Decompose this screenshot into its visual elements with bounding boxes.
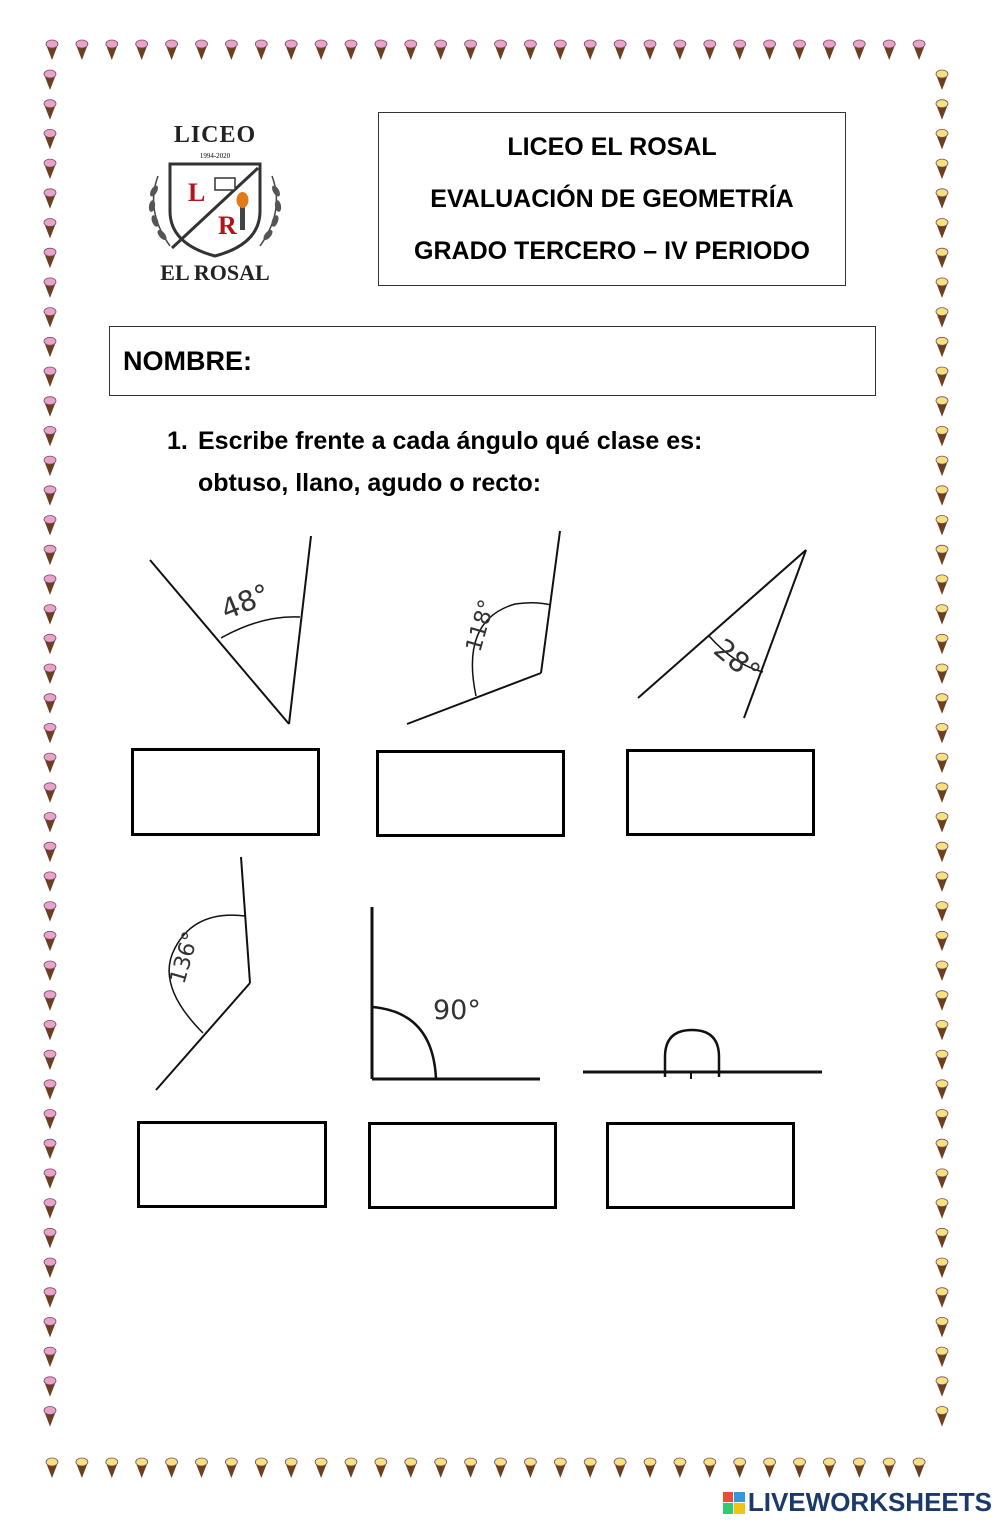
angle-label-48: 48°: [216, 577, 275, 627]
school-name: LICEO EL ROSAL: [507, 132, 717, 161]
grade-period: GRADO TERCERO – IV PERIODO: [414, 236, 810, 265]
exam-title: EVALUACIÓN DE GEOMETRÍA: [430, 184, 794, 213]
answer-box-118[interactable]: [376, 750, 565, 837]
logo-years: 1994-2020: [199, 152, 231, 160]
answer-box-90[interactable]: [368, 1122, 557, 1209]
watermark-text: LIVEWORKSHEETS: [747, 1487, 992, 1517]
question-line-1: Escribe frente a cada ángulo qué clase es:: [198, 427, 703, 455]
name-label: NOMBRE:: [123, 345, 252, 376]
logo-bottom-text: EL ROSAL: [160, 260, 270, 285]
logo-letter-r: R: [218, 211, 237, 240]
angle-90-figure: [372, 907, 540, 1079]
angle-label-136: 136°: [165, 928, 205, 987]
liveworksheets-logo-icon: [723, 1492, 745, 1514]
logo-letter-l: L: [188, 178, 206, 207]
answer-box-136[interactable]: [137, 1121, 327, 1208]
angle-label-28: 28°: [707, 632, 767, 690]
answer-box-28[interactable]: [626, 749, 815, 836]
answer-box-180[interactable]: [606, 1122, 795, 1209]
angle-label-118: 118°: [461, 596, 501, 655]
logo-top-text: LICEO: [173, 122, 257, 148]
angle-28-figure: [638, 550, 806, 718]
question-number: 1.: [167, 427, 188, 455]
angle-48-figure: [150, 536, 311, 724]
question-line-2: obtuso, llano, agudo o recto:: [198, 469, 542, 497]
angle-label-90: 90°: [433, 995, 481, 1026]
angle-180-figure: [583, 1030, 822, 1079]
answer-box-48[interactable]: [131, 748, 320, 836]
liveworksheets-watermark: [723, 1487, 992, 1518]
